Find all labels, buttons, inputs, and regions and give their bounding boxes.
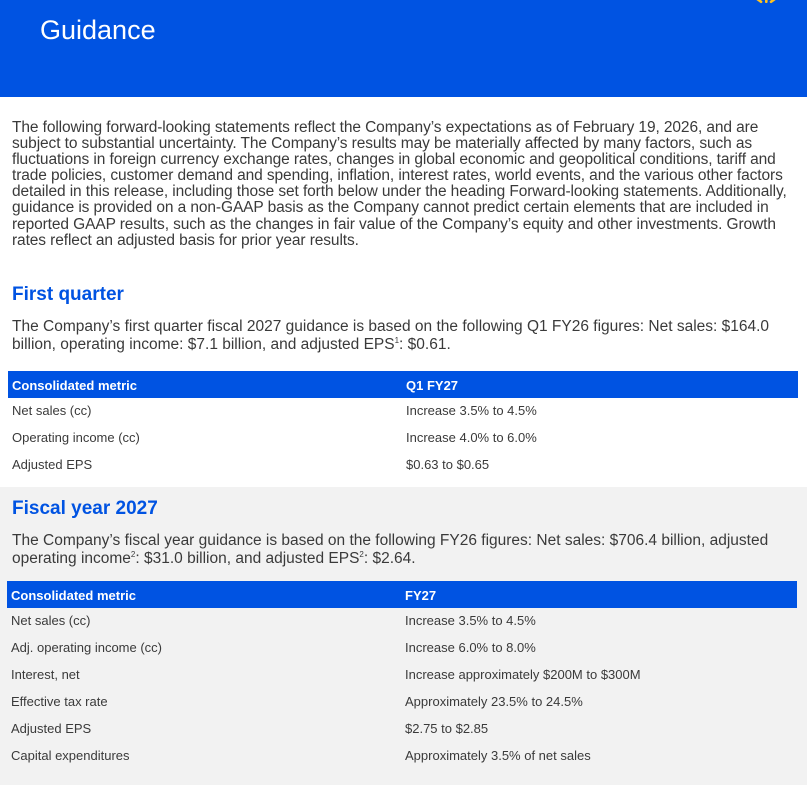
metric-cell: Effective tax rate	[11, 694, 108, 709]
table-row	[8, 452, 798, 479]
table-row	[8, 425, 798, 452]
table-row	[7, 635, 797, 662]
fy-footnote-1: 2	[130, 549, 136, 559]
table-header	[8, 371, 798, 398]
table-row	[7, 743, 797, 770]
fiscal-year-title: Fiscal year 2027	[12, 498, 158, 519]
first-quarter-description	[12, 318, 782, 353]
header-period: FY27	[405, 588, 437, 603]
metric-cell: Net sales (cc)	[12, 403, 92, 418]
fiscal-year-description	[12, 532, 792, 567]
metric-cell: Net sales (cc)	[11, 613, 91, 628]
metric-cell: Capital expenditures	[11, 748, 130, 763]
header-metric: Consolidated metric	[12, 378, 137, 393]
table-row	[7, 608, 797, 635]
value-cell: Increase 6.0% to 8.0%	[405, 640, 536, 655]
value-cell: Increase 4.0% to 6.0%	[406, 430, 537, 445]
metric-cell: Interest, net	[11, 667, 80, 682]
forward-looking-statement: The following forward-looking statements reflect the Company’s expectations as of February 19, 2026, and are subject to substantial uncertainty. The Company’s results may be materially affected by many factors, such as fluctuations in foreign currency exchange rates, changes in global economic and geopolitical conditions, tariff and trade policies, customer demand and spending, inflation, interest rates, world events, and the various other factors detailed in this release, including those set forth below under the heading Forward-looking statements. Additionally, guidance is provided on a non-GAAP basis as the Company cannot predict certain elements that are included in reported GAAP results, such as the changes in fair value of the Company’s equity and other investments. Growth rates reflect an adjusted basis for prior year results.	[12, 119, 787, 249]
value-cell: Approximately 3.5% of net sales	[405, 748, 591, 763]
table-row	[7, 689, 797, 716]
first-quarter-table	[8, 371, 798, 479]
fq-footnote-1: 1	[394, 335, 400, 345]
metric-cell: Adj. operating income (cc)	[11, 640, 163, 655]
table-row	[7, 716, 797, 743]
fy-desc-text-2: : $31.0 billion, and adjusted EPS	[135, 549, 360, 567]
metric-cell: Adjusted EPS	[11, 721, 92, 736]
value-cell: Increase approximately $200M to $300M	[405, 667, 641, 682]
value-cell: Increase 3.5% to 4.5%	[406, 403, 537, 418]
fy-desc-text-1: The Company’s fiscal year guidance is based on the following FY26 figures: Net sales: $706.4 billion, adjusted operating income	[12, 532, 769, 567]
metric-cell: Operating income (cc)	[12, 430, 140, 445]
table-row	[8, 398, 798, 425]
spark-logo-icon	[755, 0, 777, 8]
table-header	[7, 581, 797, 608]
value-cell: $0.63 to $0.65	[406, 457, 490, 472]
page-title: Guidance	[40, 15, 156, 45]
fq-desc-text-2: : $0.61.	[399, 335, 451, 353]
fiscal-year-table	[7, 581, 797, 770]
table-row	[7, 662, 797, 689]
metric-cell: Adjusted EPS	[12, 457, 93, 472]
header-metric: Consolidated metric	[11, 588, 136, 603]
fy-footnote-2: 2	[359, 549, 364, 559]
value-cell: Increase 3.5% to 4.5%	[405, 613, 536, 628]
fq-desc-text-1: The Company’s first quarter fiscal 2027 guidance is based on the following Q1 FY26 figures: Net sales: $164.0 billion, operating income: $7.1 billion, and adjusted EPS	[12, 318, 770, 353]
header-period: Q1 FY27	[406, 378, 459, 393]
page-header	[0, 0, 807, 97]
value-cell: Approximately 23.5% to 24.5%	[405, 694, 583, 709]
fy-desc-text-3: : $2.64.	[363, 549, 416, 567]
value-cell: $2.75 to $2.85	[405, 721, 489, 736]
first-quarter-title: First quarter	[12, 284, 124, 305]
